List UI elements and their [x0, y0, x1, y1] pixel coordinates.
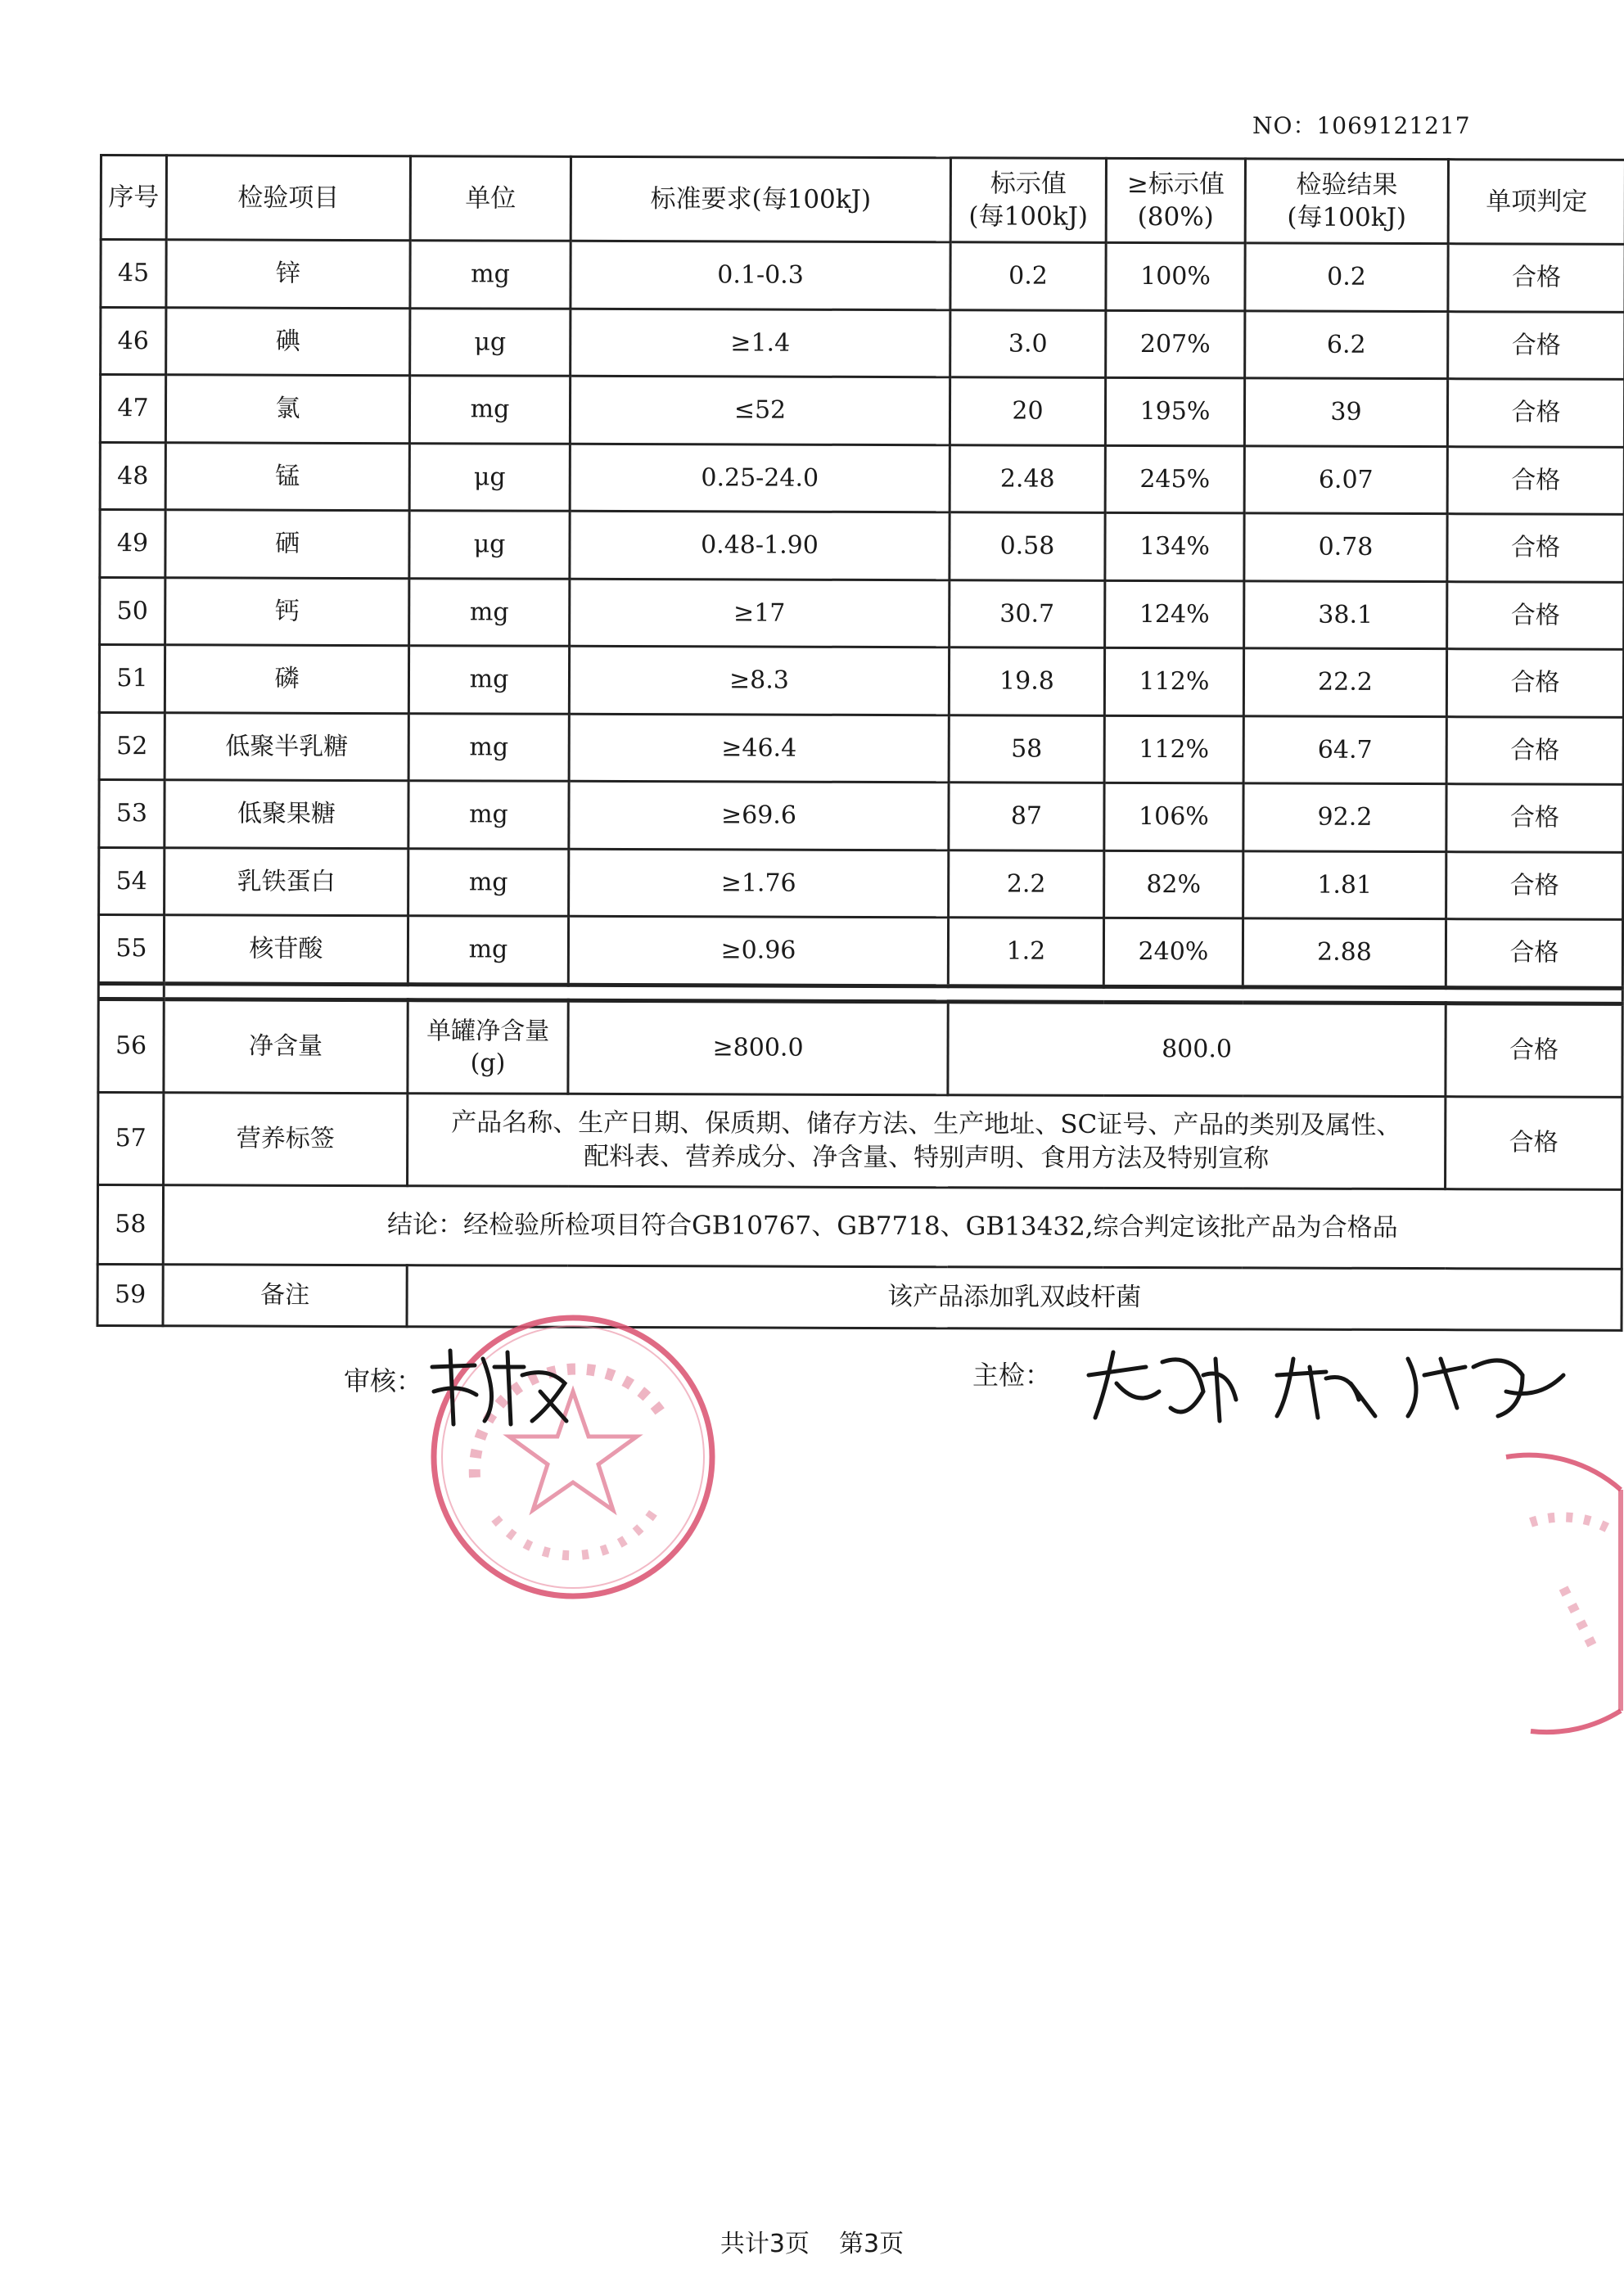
- cell-verdict: 合格: [1446, 649, 1623, 717]
- cell-standard: ≥8.3: [569, 646, 949, 715]
- label-requirements-line2: 配料表、营养成分、净含量、特别声明、食用方法及特别宣称: [584, 1141, 1270, 1173]
- report-number-label: NO：: [1252, 112, 1317, 139]
- cell-labeled: 19.8: [949, 647, 1104, 715]
- inspector-label: 主检：: [972, 1360, 1052, 1391]
- table-row: [101, 240, 1624, 312]
- reviewer-signature: [426, 1342, 573, 1432]
- table-row-57: [98, 1092, 1622, 1189]
- cell-remark-59: 该产品添加乳双歧杆菌: [407, 1265, 1622, 1330]
- cell-item: 锌: [166, 240, 410, 308]
- table-body: [98, 240, 1624, 988]
- cell-standard: ≥0.96: [568, 916, 948, 986]
- cell-standard: ≥69.6: [569, 781, 949, 850]
- cell-seq-58: 58: [97, 1184, 163, 1264]
- cell-standard: ≥17: [570, 579, 950, 647]
- cell-pct: 195%: [1105, 377, 1244, 445]
- cell-standard: ≥46.4: [569, 714, 949, 783]
- cell-item: 氯: [165, 375, 409, 443]
- header-unit: 单位: [410, 156, 571, 241]
- cell-labeled: 58: [949, 715, 1104, 783]
- table-row-59: [97, 1264, 1622, 1330]
- cell-unit-56: [408, 999, 568, 1094]
- cell-verdict: 合格: [1447, 514, 1624, 582]
- cell-result: 92.2: [1243, 783, 1446, 851]
- cell-unit: mg: [408, 781, 569, 849]
- cell-labeled: 87: [949, 783, 1104, 850]
- cell-verdict: 合格: [1446, 784, 1623, 852]
- cell-unit: mg: [408, 713, 569, 781]
- table-row: [100, 510, 1624, 582]
- header-result: [1245, 159, 1448, 244]
- cell-pct: 112%: [1104, 715, 1243, 783]
- cell-labeled: 30.7: [950, 580, 1105, 647]
- report-number: [1252, 108, 1471, 141]
- cell-item: 锰: [165, 442, 409, 510]
- cell-pct: 106%: [1104, 783, 1243, 850]
- cell-verdict: 合格: [1446, 716, 1623, 784]
- cell-seq: 50: [100, 577, 165, 645]
- cell-standard: 0.25-24.0: [570, 444, 950, 512]
- header-verdict: 单项判定: [1448, 160, 1624, 245]
- cell-seq-59: 59: [97, 1264, 163, 1325]
- cell-unit: mg: [408, 848, 569, 916]
- table-row: [101, 307, 1624, 379]
- cell-pct: 82%: [1104, 850, 1243, 918]
- header-pct: [1106, 158, 1245, 243]
- cell-label-requirements-57: [408, 1093, 1446, 1189]
- cell-standard: ≥1.76: [569, 849, 949, 918]
- cell-pct: 100%: [1106, 242, 1245, 310]
- cell-labeled: 20: [950, 377, 1105, 445]
- cell-result: 6.07: [1244, 445, 1447, 513]
- cell-standard: ≤52: [570, 376, 950, 444]
- header-labeled: [950, 158, 1106, 243]
- table-row-58: [97, 1184, 1622, 1269]
- cell-result: 38.1: [1244, 580, 1447, 648]
- cell-labeled: 0.2: [950, 242, 1106, 310]
- cell-seq: 47: [100, 375, 165, 443]
- cell-pct: 112%: [1104, 647, 1243, 715]
- results-table: [96, 154, 1624, 1331]
- header-seq: 序号: [101, 156, 166, 240]
- cell-labeled: 0.58: [950, 512, 1105, 580]
- cell-pct: 245%: [1105, 445, 1244, 513]
- cell-item: 低聚半乳糖: [165, 712, 408, 780]
- cell-pct: 240%: [1103, 918, 1243, 986]
- cell-verdict: 合格: [1446, 919, 1622, 988]
- table-row: [98, 915, 1622, 988]
- cell-pct: 124%: [1105, 580, 1244, 648]
- reviewer-label: 审核：: [344, 1365, 423, 1396]
- cell-item: 碘: [166, 307, 410, 375]
- cell-seq: 49: [100, 510, 165, 578]
- cell-result: 1.81: [1243, 850, 1446, 918]
- cell-labeled: 3.0: [950, 309, 1106, 377]
- cell-result: 22.2: [1243, 648, 1446, 716]
- table-row: [99, 645, 1623, 717]
- cell-labeled: 2.2: [949, 850, 1104, 918]
- cell-unit: mg: [408, 646, 569, 714]
- cell-pct: 207%: [1106, 310, 1245, 378]
- cell-seq-56: 56: [98, 999, 164, 1092]
- label-requirements-line1: 产品名称、生产日期、保质期、储存方法、生产地址、SC证号、产品的类别及属性、: [451, 1107, 1402, 1141]
- table-header-row: [101, 156, 1624, 245]
- header-standard: 标准要求(每100kJ): [571, 156, 950, 241]
- cell-verdict-56: 合格: [1446, 1003, 1622, 1097]
- cell-standard: ≥1.4: [571, 309, 950, 377]
- cell-verdict: 合格: [1447, 581, 1624, 649]
- cell-item: 核苷酸: [164, 915, 408, 984]
- cell-result: 64.7: [1243, 715, 1446, 783]
- separator-left: [98, 983, 164, 999]
- cell-verdict: 合格: [1448, 311, 1624, 379]
- table-row: [100, 442, 1624, 514]
- cell-unit: μg: [410, 308, 571, 376]
- cell-seq: 45: [101, 240, 166, 308]
- results-table-wrapper: [96, 154, 1623, 1331]
- cell-unit-56-line1: 单罐净含量: [426, 1016, 550, 1046]
- cell-labeled: 2.48: [950, 444, 1105, 512]
- cell-verdict-57: 合格: [1446, 1096, 1622, 1189]
- cell-unit: mg: [410, 241, 571, 309]
- cell-verdict: 合格: [1447, 446, 1624, 514]
- cell-unit: mg: [409, 578, 570, 646]
- company-seal-partial: [1490, 1441, 1624, 1752]
- cell-seq-57: 57: [98, 1092, 164, 1184]
- table-row: [99, 847, 1623, 919]
- cell-item: 硒: [165, 510, 409, 578]
- cell-item-57: 营养标签: [164, 1092, 408, 1185]
- cell-result-56: 800.0: [948, 1001, 1446, 1096]
- cell-item: 低聚果糖: [165, 780, 408, 848]
- header-labeled-line2: (每100kJ): [968, 201, 1089, 232]
- table-row: [100, 577, 1624, 649]
- header-labeled-line1: 标示值: [990, 169, 1067, 199]
- header-result-line1: 检验结果: [1296, 169, 1398, 200]
- table-row: [99, 712, 1623, 784]
- cell-unit: mg: [409, 376, 570, 444]
- cell-item: 钙: [165, 577, 409, 645]
- header-item: 检验项目: [166, 156, 410, 241]
- cell-conclusion-58: 结论：经检验所检项目符合GB10767、GB7718、GB13432,综合判定该批产品为合格品: [163, 1184, 1622, 1269]
- page-current: 第3页: [839, 2230, 904, 2258]
- cell-seq: 54: [99, 847, 165, 915]
- cell-result: 2.88: [1243, 918, 1446, 987]
- page-total: 共计3页: [720, 2230, 810, 2258]
- table-row: [99, 780, 1623, 852]
- header-result-line2: (每100kJ): [1287, 202, 1407, 233]
- table-row-56: [98, 999, 1622, 1097]
- cell-seq: 53: [99, 780, 165, 848]
- report-number-value: 1069121217: [1316, 112, 1471, 139]
- cell-seq: 52: [99, 712, 165, 780]
- cell-item-56: 净含量: [164, 999, 408, 1093]
- cell-result: 0.78: [1244, 513, 1447, 581]
- header-pct-line2: (80%): [1137, 201, 1214, 232]
- cell-unit: μg: [409, 511, 570, 579]
- cell-result: 0.2: [1245, 243, 1448, 311]
- cell-verdict: 合格: [1448, 244, 1624, 312]
- page-footer: [0, 2223, 1624, 2259]
- cell-standard: 0.48-1.90: [570, 511, 950, 580]
- cell-unit-56-line2: (g): [470, 1048, 506, 1078]
- cell-pct: 134%: [1105, 512, 1244, 580]
- cell-seq: 48: [100, 442, 165, 510]
- cell-standard-56: ≥800.0: [568, 1000, 948, 1094]
- cell-item: 乳铁蛋白: [165, 847, 408, 915]
- cell-verdict: 合格: [1446, 851, 1623, 919]
- cell-result: 6.2: [1245, 310, 1448, 378]
- cell-labeled: 1.2: [948, 918, 1103, 986]
- cell-seq: 51: [99, 645, 165, 713]
- cell-item-59: 备注: [163, 1264, 407, 1326]
- cell-result: 39: [1244, 378, 1447, 446]
- cell-seq: 55: [98, 915, 164, 984]
- cell-verdict: 合格: [1447, 379, 1624, 447]
- cell-standard: 0.1-0.3: [571, 241, 950, 309]
- cell-unit: mg: [408, 916, 568, 985]
- cell-item: 磷: [165, 645, 408, 713]
- inspector-signatures: [1080, 1342, 1572, 1432]
- cell-seq: 46: [101, 307, 166, 375]
- header-pct-line1: ≥标示值: [1126, 169, 1225, 200]
- table-row: [100, 375, 1624, 447]
- cell-unit: μg: [409, 443, 570, 511]
